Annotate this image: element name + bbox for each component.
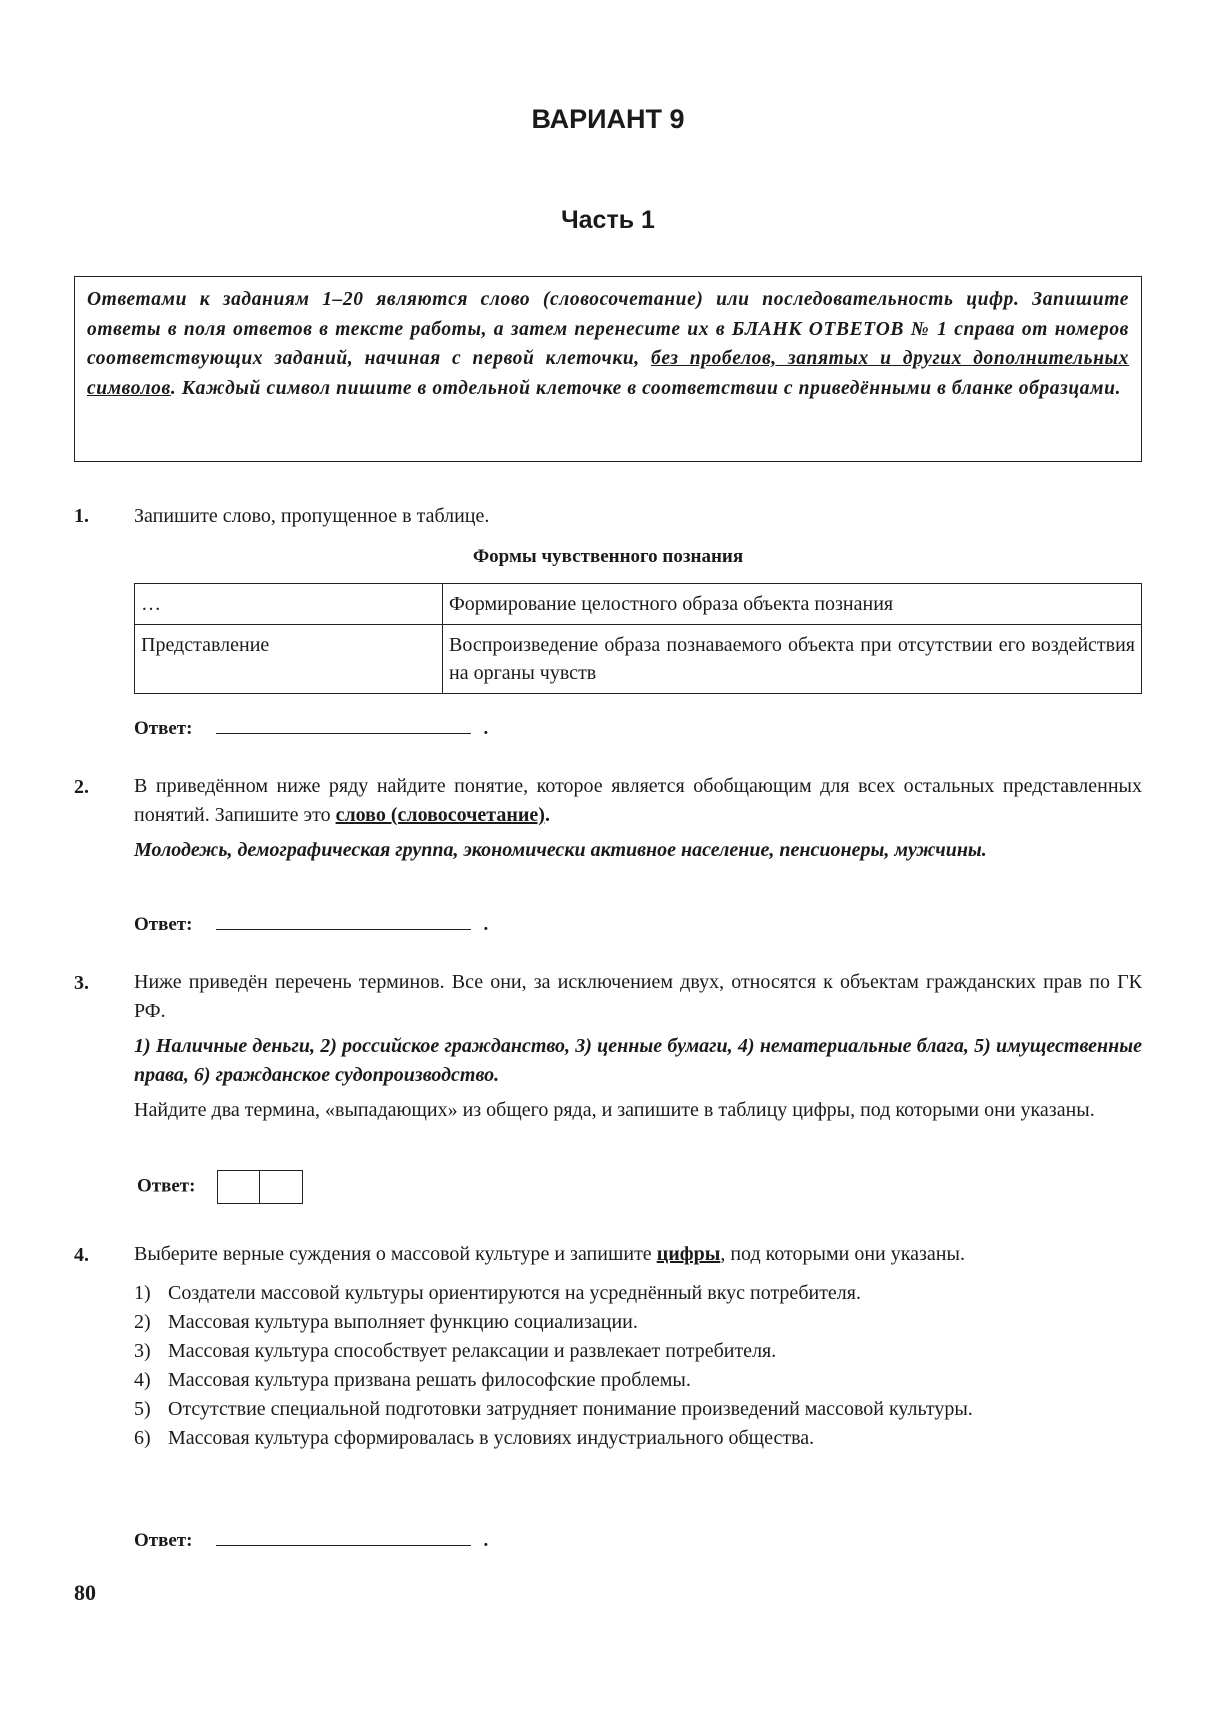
question-1-text: Запишите слово, пропущенное в таблице. — [134, 505, 490, 527]
answer-3 — [137, 1170, 303, 1204]
forms-table — [134, 583, 1142, 694]
option-text: Массовая культура сформировалась в условиях индустриального общества. — [168, 1427, 815, 1449]
part-title: Часть 1 — [561, 206, 655, 234]
question-3-body — [134, 968, 1142, 1125]
list-item — [134, 1337, 1142, 1366]
option-number: 5) — [134, 1398, 151, 1420]
option-text: Отсутствие специальной подготовки затрудняет понимание произведений массовой культуры. — [168, 1398, 973, 1420]
answer-label: Ответ: — [134, 914, 193, 935]
answer-dot: . — [483, 1530, 489, 1551]
list-item — [134, 1424, 1142, 1453]
table-cell: Представление — [135, 625, 443, 694]
answer-field[interactable] — [216, 1544, 471, 1546]
question-2-text-end: . — [544, 804, 550, 826]
answer-label: Ответ: — [134, 1530, 193, 1551]
list-item — [134, 1366, 1142, 1395]
answer-field[interactable] — [216, 928, 471, 930]
answer-2 — [134, 914, 488, 936]
answer-dot: . — [483, 914, 489, 935]
table-caption: Формы чувственного познания — [472, 546, 744, 567]
question-2-list: Молодежь, демографическая группа, экономически активное население, пенсионеры, мужчины. — [134, 839, 987, 861]
answer-label: Ответ: — [137, 1175, 196, 1197]
answer-cells[interactable] — [217, 1170, 303, 1204]
question-2-text: В приведённом ниже ряду найдите понятие, которое является обобщающим для всех остальных представленных понятий. Запишите это — [134, 775, 1142, 826]
question-3-task: Найдите два термина, «выпадающих» из общего ряда, и запишите в таблицу цифры, под которыми они указаны. — [134, 1099, 1095, 1121]
answer-dot: . — [483, 718, 489, 739]
instructions-box — [74, 276, 1142, 462]
instructions-text-end: . Каждый символ пишите в отдельной клеточке в соответствии с приведёнными в бланке образцами. — [170, 377, 1122, 399]
answer-label: Ответ: — [134, 718, 193, 739]
cell-divider — [259, 1171, 260, 1203]
table-row — [135, 625, 1142, 694]
question-3-terms: 1) Наличные деньги, 2) российское гражданство, 3) ценные бумаги, 4) нематериальные блага, 5) имущественные права, 6) гражданское судопроизводство. — [134, 1035, 1142, 1086]
answer-field[interactable] — [216, 732, 471, 734]
variant-title: ВАРИАНТ 9 — [531, 104, 685, 134]
list-item — [134, 1308, 1142, 1337]
question-3-text: Ниже приведён перечень терминов. Все они, за исключением двух, относятся к объектам гражданских прав по ГК РФ. — [134, 971, 1142, 1022]
page-number: 80 — [74, 1580, 96, 1605]
option-number: 1) — [134, 1282, 151, 1304]
option-number: 2) — [134, 1311, 151, 1333]
option-text: Массовая культура способствует релаксации и развлекает потребителя. — [168, 1340, 777, 1362]
options-list — [134, 1279, 1142, 1453]
list-item — [134, 1279, 1142, 1308]
answer-4 — [134, 1530, 488, 1552]
instructions-text: Ответами к заданиям 1–20 являются слово (словосочетание) или последовательность цифр. Запишите ответы в поля ответов в тексте работы, а затем перенесите их в БЛАНК ОТВЕТОВ № 1 справа от номеров соответствующих заданий, начиная с первой клеточки, — [87, 289, 1129, 369]
question-2-body — [134, 772, 1142, 865]
table-cell: Воспроизведение образа познаваемого объекта при отсутствии его воздействия на органы чувств — [443, 625, 1142, 694]
option-number: 4) — [134, 1369, 151, 1391]
table-cell: Формирование целостного образа объекта познания — [443, 584, 1142, 625]
option-text: Создатели массовой культуры ориентируются на усреднённый вкус потребителя. — [168, 1282, 861, 1304]
question-4-number: 4. — [74, 1244, 89, 1266]
table-cell: … — [135, 584, 443, 625]
option-number: 6) — [134, 1427, 151, 1449]
instructions-underlined: без пробелов, запятых и других дополнительных символов — [87, 348, 1129, 399]
option-text: Массовая культура выполняет функцию социализации. — [168, 1311, 638, 1333]
question-4-text-end: , под которыми они указаны. — [720, 1243, 965, 1265]
option-number: 3) — [134, 1340, 151, 1362]
question-2-number: 2. — [74, 776, 89, 798]
table-row — [135, 584, 1142, 625]
question-4-underlined: цифры — [656, 1243, 721, 1265]
answer-1 — [134, 718, 488, 740]
list-item — [134, 1395, 1142, 1424]
question-1-number: 1. — [74, 505, 89, 527]
question-4-body — [134, 1240, 1142, 1453]
question-2-underlined: слово (словосочетание) — [335, 804, 545, 826]
option-text: Массовая культура призвана решать философские проблемы. — [168, 1369, 691, 1391]
question-3-number: 3. — [74, 972, 89, 994]
question-4-text: Выберите верные суждения о массовой культуре и запишите — [134, 1243, 657, 1265]
